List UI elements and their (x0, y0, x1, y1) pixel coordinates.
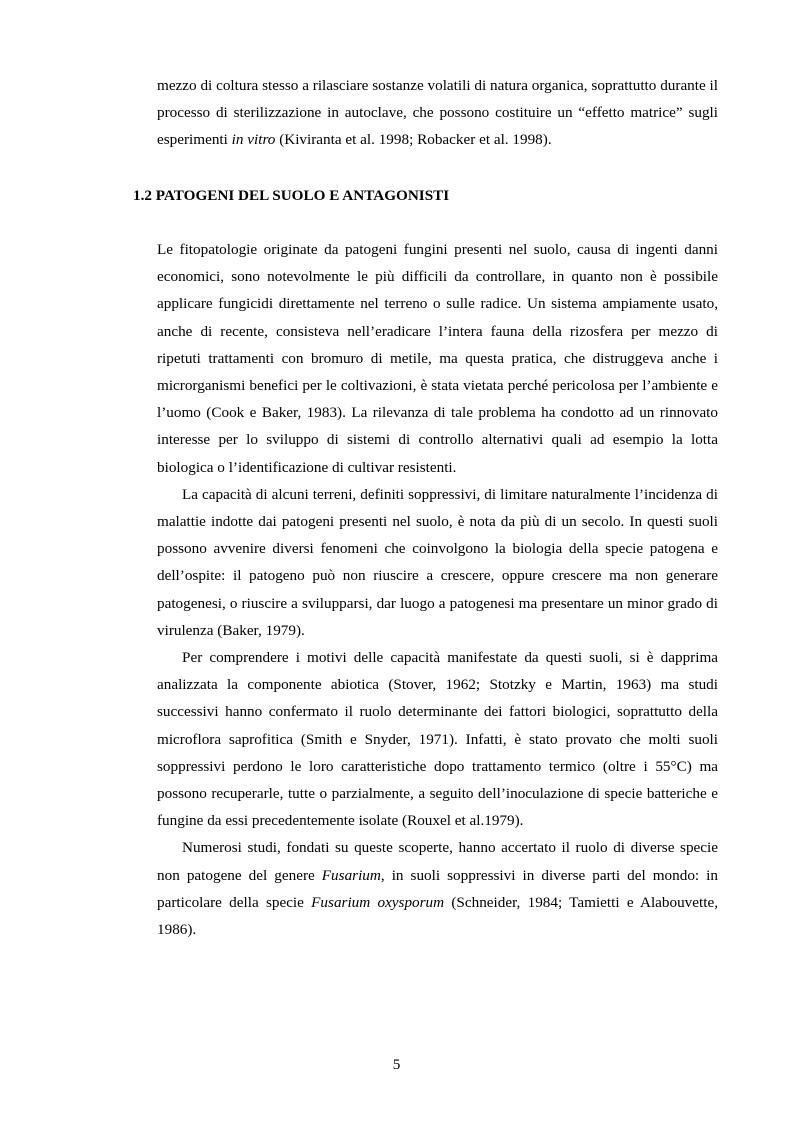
paragraph-4-part-1: Numerosi studi, fondati su queste scoperte, hanno accertato il ruolo di diverse specie non patogene del genere (157, 839, 718, 884)
paragraph-2: La capacità di alcuni terreni, definiti soppressivi, di limitare naturalmente l’incidenza di malattie indotte dai patogeni presenti nel suolo, è nota da più di un secolo. In questi suoli possono avvenire diversi fenomeni che coinvolgono la biologia della specie patogena e dell’ospite: il patogeno può non riuscire a crescere, oppure crescere ma non generare patogenesi, o riuscire a svilupparsi, dar luogo a patogenesi ma presentare un minor grado di virulenza (Baker, 1979). (157, 485, 718, 639)
intro-text (157, 72, 718, 154)
section-body (157, 236, 718, 943)
paragraph-3: Per comprendere i motivi delle capacità manifestate da questi suoli, si è dapprima analizzata la componente abiotica (Stover, 1962; Stotzky e Martin, 1963) ma studi successivi hanno confermato il ruolo determinante dei fattori biologici, soprattutto della microflora saprofitica (Smith e Snyder, 1971). Infatti, è stato provato che molti suoli soppressivi perdono le loro caratteristiche dopo trattamento termico (oltre i 55°C) ma possono recuperarle, tutte o parzialmente, a seguito dell’inoculazione di specie batteriche e fungine da essi precedentemente isolate (Rouxel et al.1979). (157, 649, 718, 830)
paragraph-1: Le fitopatologie originate da patogeni fungini presenti nel suolo, causa di ingenti danni economici, sono notevolmente le più difficili da controllare, in quanto non è possibile applicare fungicidi direttamente nel terreno o sulle radice. Un sistema ampiamente usato, anche di recente, consisteva nell’eradicare l’intera fauna della rizosfera per mezzo di ripetuti trattamenti con bromuro di metile, ma questa pratica, che distruggeva anche i microrganismi benefici per le coltivazioni, è stata vietata perché pericolosa per l’ambiente e l’uomo (Cook e Baker, 1983). La rilevanza di tale problema ha condotto ad un rinnovato interesse per lo sviluppo di sistemi di controllo alternativi quali ad esempio la lotta biologica o l’identificazione di cultivar resistenti. (157, 241, 718, 476)
page-number: 5 (392, 1056, 401, 1073)
intro-italic-term: in vitro (231, 131, 276, 149)
intro-text-part-2: (Kiviranta et al. 1998; Robacker et al. 1998). (275, 131, 552, 149)
section-heading: 1.2 PATOGENI DEL SUOLO E ANTAGONISTI (133, 187, 450, 204)
intro-paragraph (157, 72, 718, 154)
paragraph-4-italic-species: Fusarium oxysporum (311, 893, 445, 911)
intro-text-part-1: mezzo di coltura stesso a rilasciare sostanze volatili di natura organica, soprattutto durante il processo di sterilizzazione in autoclave, che possono costituire un “effetto matrice” sugli esperimenti (157, 77, 718, 149)
paragraph-4-italic-genus: Fusarium (321, 866, 381, 884)
paragraph-4 (157, 834, 718, 943)
paragraph-4-part-2: , in suoli soppressivi in diverse parti del mondo: in particolare della specie (157, 866, 718, 911)
paragraph-4-part-3: (Schneider, 1984; Tamietti e Alabouvette, 1986). (157, 893, 718, 939)
